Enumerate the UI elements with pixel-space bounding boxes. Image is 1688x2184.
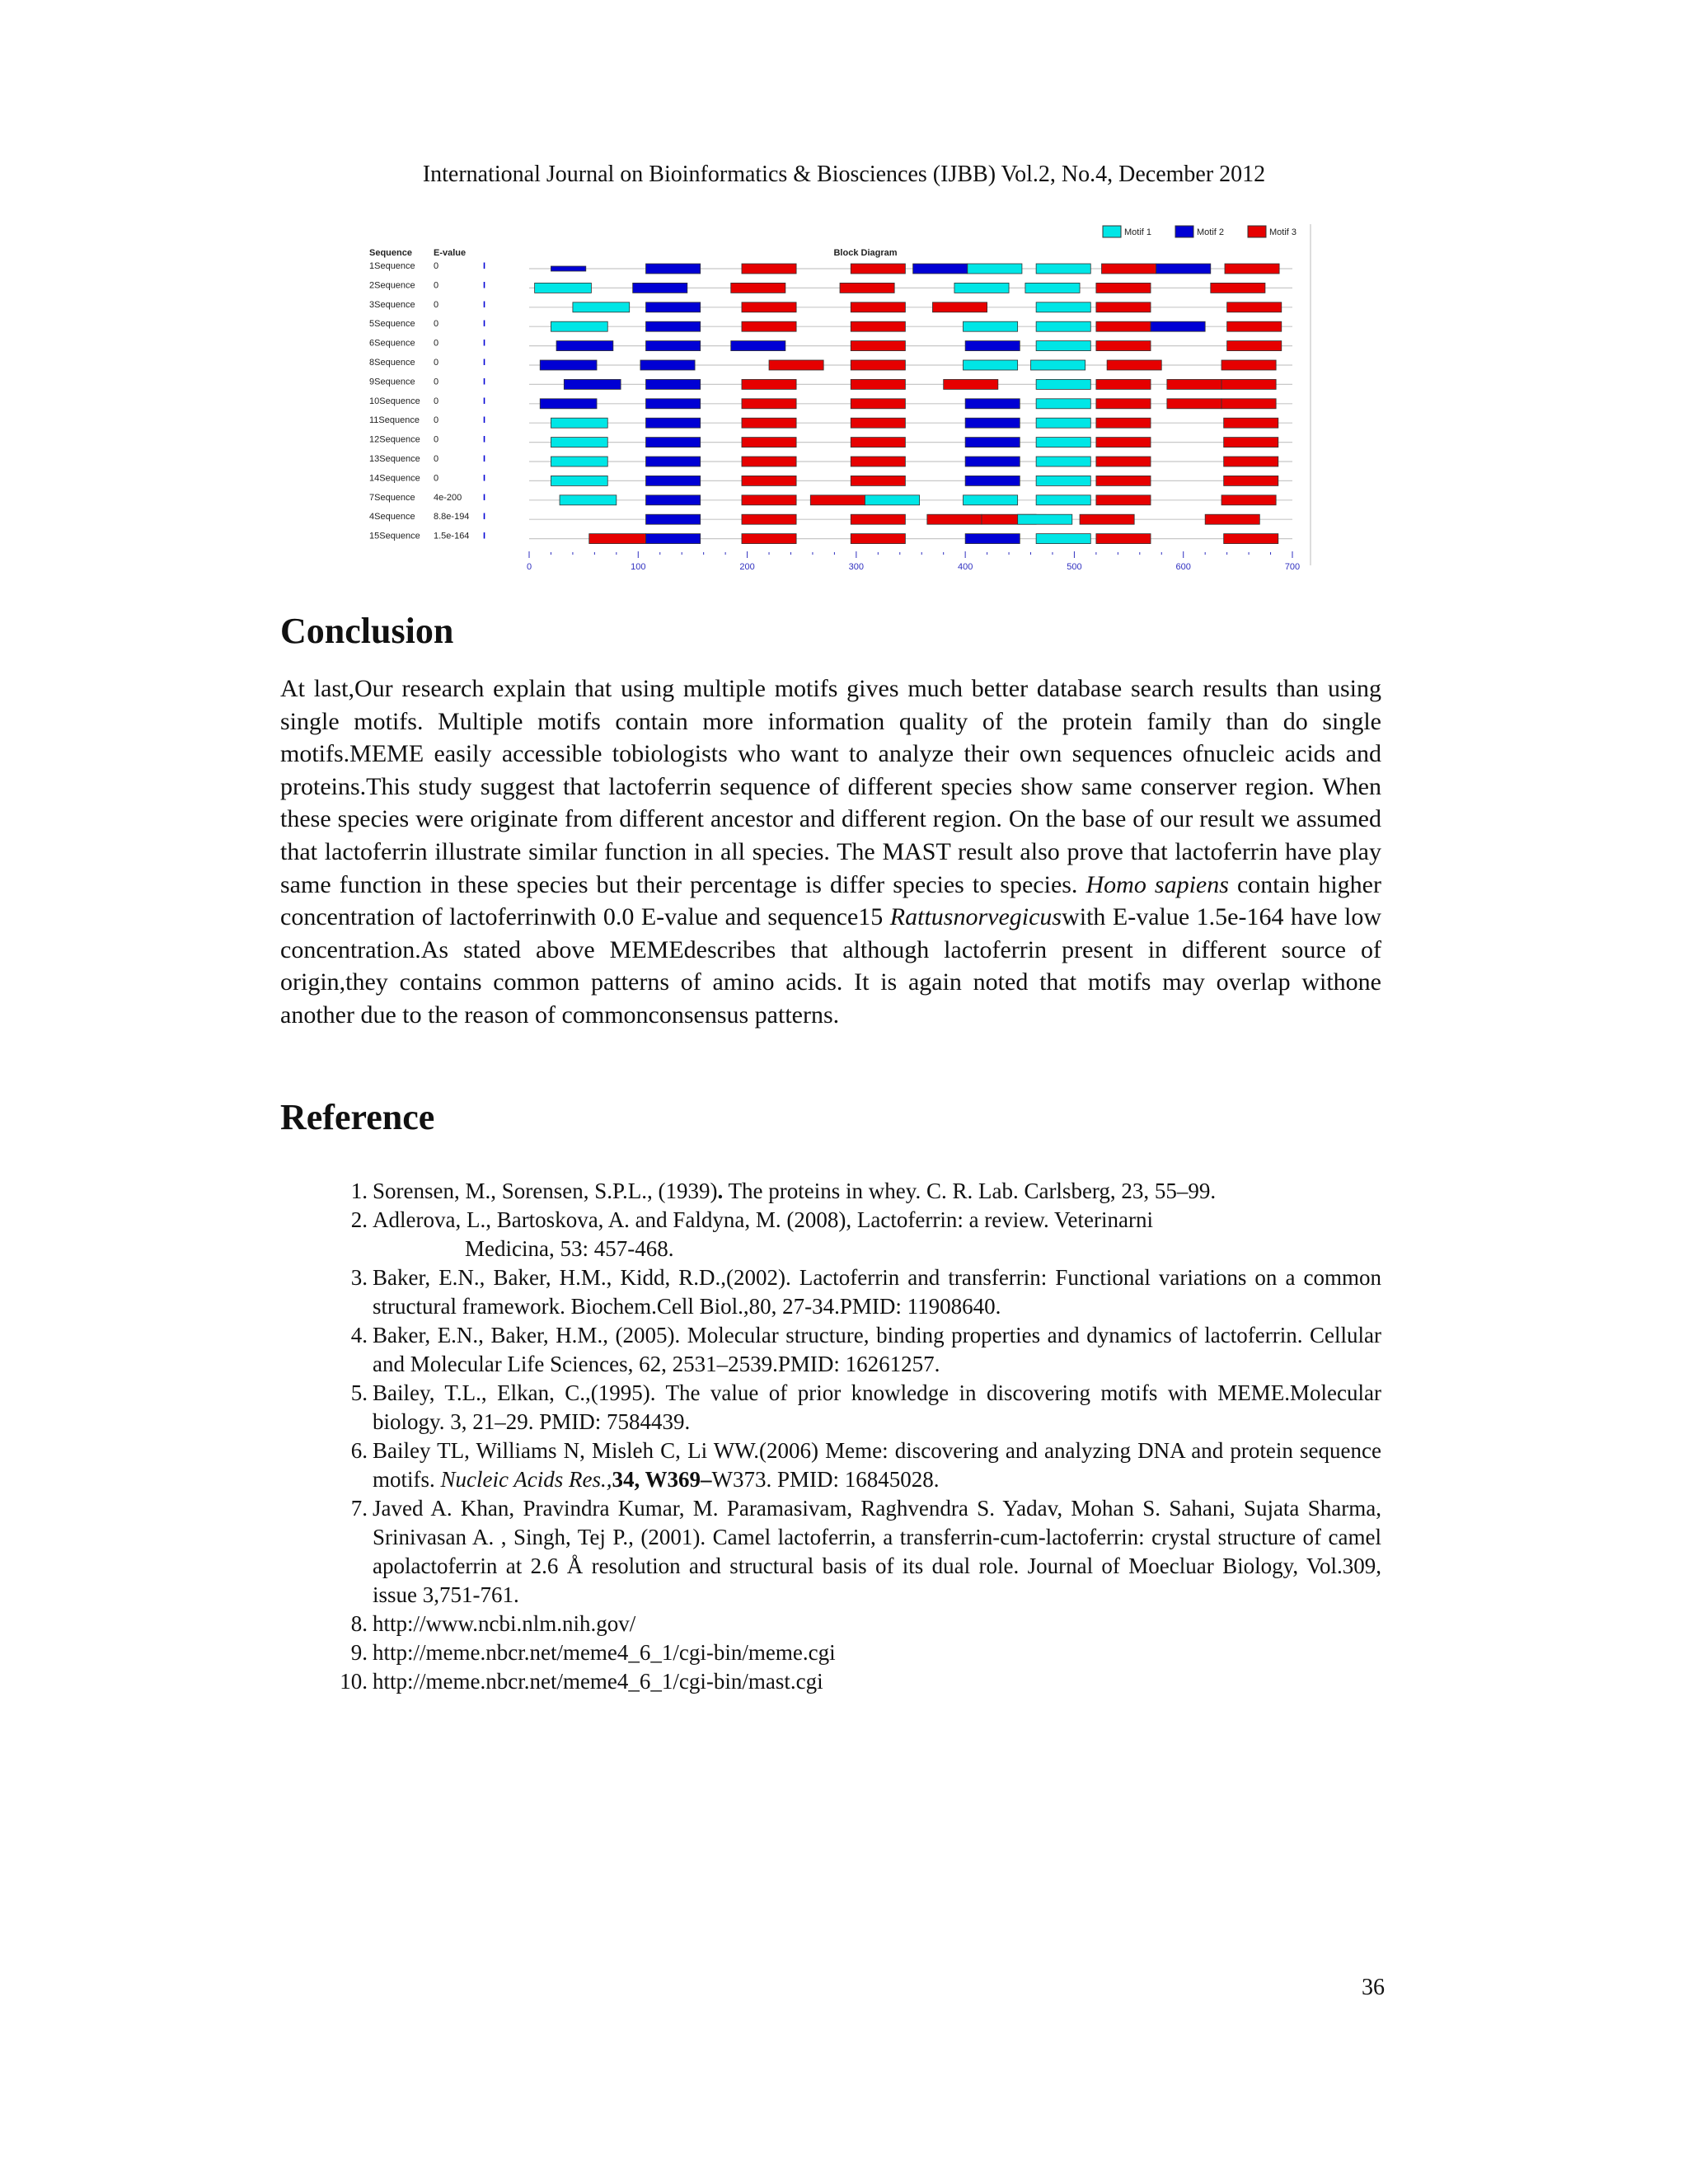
motif-3-block <box>731 283 785 293</box>
x-tick-label: 0 <box>526 562 532 572</box>
motif-3-block <box>1096 399 1151 409</box>
sequence-label: 5Sequence <box>369 319 415 330</box>
motif-2-block <box>965 438 1020 448</box>
x-tick-label: 200 <box>739 562 755 572</box>
motif-2-block <box>646 264 701 274</box>
evalue-marker: I <box>483 396 486 406</box>
species-rattus-norvegicus: Rattusnorvegicus <box>889 903 1062 931</box>
motif-3-block <box>1096 438 1151 448</box>
x-tick-label: 700 <box>1284 562 1301 572</box>
legend-label-motif-2: Motif 2 <box>1197 227 1225 237</box>
motif-3-block <box>1102 264 1156 274</box>
motif-1-block <box>1036 438 1090 448</box>
reference-item: 3. Baker, E.N., Baker, H.M., Kidd, R.D.,(2002). Lactoferrin and transferrin: Functional variations on a common structural framework. Biochem.Cell Biol.,80, 27-34.PMID: 11908640. <box>350 1265 1381 1319</box>
motif-3-block <box>1224 438 1278 448</box>
motif-3-block <box>1221 360 1276 370</box>
page-number: 36 <box>1362 1975 1385 2000</box>
motif-2-block <box>1156 264 1211 274</box>
motif-1-block <box>535 283 592 293</box>
motif-3-block <box>1211 283 1265 293</box>
motif-1-block <box>1025 283 1080 293</box>
legend-label-motif-3: Motif 3 <box>1269 227 1297 237</box>
sequence-label: 6Sequence <box>369 338 415 349</box>
reference-link-item: 9. http://meme.nbcr.net/meme4_6_1/cgi-bin/meme.cgi <box>350 1640 836 1665</box>
motif-2-block <box>965 457 1020 466</box>
motif-1-block <box>963 360 1017 370</box>
evalue-label: 4e-200 <box>434 492 462 503</box>
motif-3-block <box>851 534 905 544</box>
motif-1-block <box>551 438 607 448</box>
legend-swatch-motif-2 <box>1175 226 1193 237</box>
motif-3-block <box>851 264 905 274</box>
evalue-marker: I <box>483 338 486 349</box>
motif-3-block <box>742 534 796 544</box>
motif-2-block <box>965 534 1020 544</box>
motif-3-block <box>1224 476 1278 485</box>
motif-3-block <box>1205 514 1259 524</box>
motif-3-block <box>1224 418 1278 428</box>
evalue-marker: I <box>483 280 486 291</box>
conclusion-paragraph: At last,Our research explain that using multiple motifs gives much better database search results than using single motifs. Multiple motifs contain more information quality of the protein family than do single motifs.MEME easily accessible tobiologists who want to analyze their own sequences ofnucleic acids and proteins.This study suggest that lactoferrin sequence of different species show same conserver region. When these species were originate from different ancestor and different region. On the base of our result we assumed that lactoferrin illustrate similar function in all species. The MAST result also prove that lactoferrin have play same function in these species but their percentage is differ species to species. Homo sapiens contain higher concentration of lactoferrinwith 0.0 E-value and sequence15 Rattusnorvegicuswith E-value 1.5e-164 have low concentration.As stated above MEMEdescribes that although lactoferrin present in different source of origin,they contains common patterns of amino acids. It is again noted that motifs may overlap withone another due to the reason of commonconsensus patterns. <box>280 675 1381 1029</box>
evalue-marker: I <box>483 319 486 330</box>
motif-1-block <box>954 283 1009 293</box>
motif-3-block <box>851 457 905 466</box>
evalue-marker: I <box>483 454 486 464</box>
motif-2-block <box>646 495 701 505</box>
motif-1-block <box>1036 495 1090 505</box>
sequence-label: 3Sequence <box>369 299 415 310</box>
motif-1-block <box>1031 360 1085 370</box>
motif-2-block <box>965 399 1020 409</box>
evalue-label: 0 <box>434 434 439 445</box>
reference-url: http://www.ncbi.nlm.nih.gov/ <box>373 1611 636 1636</box>
motif-3-block <box>742 457 796 466</box>
motif-2-block <box>965 476 1020 485</box>
motif-3-block <box>742 264 796 274</box>
evalue-marker: I <box>483 473 486 484</box>
reference-heading: Reference <box>280 1097 435 1137</box>
motif-2-block <box>646 321 701 331</box>
motif-2-block <box>646 438 701 448</box>
motif-1-block <box>560 495 617 505</box>
motif-3-block <box>851 514 905 524</box>
sequence-label: 11Sequence <box>369 415 420 426</box>
motif-3-block <box>851 302 905 312</box>
motif-3-block <box>1080 514 1134 524</box>
motif-3-block <box>742 379 796 389</box>
x-tick-label: 600 <box>1175 562 1191 572</box>
motif-1-block <box>865 495 919 505</box>
motif-1-block <box>968 264 1022 274</box>
evalue-label: 8.8e-194 <box>434 512 470 523</box>
motif-1-block <box>1036 534 1090 544</box>
motif-3-block <box>742 302 796 312</box>
sequence-label: 12Sequence <box>369 434 420 445</box>
motif-3-block <box>1167 399 1221 409</box>
sequence-label: 9Sequence <box>369 377 415 387</box>
evalue-marker: I <box>483 434 486 445</box>
motif-2-block <box>646 399 701 409</box>
motif-2-block <box>646 341 701 351</box>
evalue-label: 0 <box>434 454 439 464</box>
evalue-label: 0 <box>434 396 439 406</box>
legend-label-motif-1: Motif 1 <box>1124 227 1152 237</box>
evalue-marker: I <box>483 492 486 503</box>
motif-1-block <box>1036 418 1090 428</box>
motif-3-block <box>1096 321 1151 331</box>
sequence-label: 2Sequence <box>369 280 415 291</box>
motif-1-block <box>573 302 630 312</box>
evalue-label: 0 <box>434 415 439 426</box>
motif-3-block <box>1096 302 1151 312</box>
motif-3-block <box>1096 457 1151 466</box>
reference-item: 5. Bailey, T.L., Elkan, C.,(1995). The value of prior knowledge in discovering motifs with MEME.Molecular biology. 3, 21–29. PMID: 7584439. <box>350 1380 1381 1434</box>
motif-3-block <box>742 321 796 331</box>
reference-item: 1. Sorensen, M., Sorensen, S.P.L., (1939). The proteins in whey. C. R. Lab. Carlsberg, 23, 55–99. <box>350 1179 1217 1203</box>
motif-2-block <box>646 457 701 466</box>
motif-1-block <box>1018 514 1072 524</box>
motif-1-block <box>1036 264 1090 274</box>
motif-3-block <box>1096 418 1151 428</box>
motif-1-block <box>551 321 607 331</box>
evalue-label: 0 <box>434 299 439 310</box>
motif-3-block <box>1221 379 1276 389</box>
motif-3-block <box>851 321 905 331</box>
motif-1-block <box>1036 321 1090 331</box>
motif-3-block <box>742 418 796 428</box>
motif-3-block <box>1167 379 1221 389</box>
reference-item: 2. Adlerova, L., Bartoskova, A. and Faldyna, M. (2008), Lactoferrin: a review. Veterinarni Medicina, 53: 457-468. <box>350 1207 1153 1261</box>
motif-2-block <box>556 341 613 351</box>
x-tick-label: 100 <box>631 562 646 572</box>
running-header: International Journal on Bioinformatics & Biosciences (IJBB) Vol.2, No.4, December 2012 <box>422 162 1266 187</box>
motif-1-block <box>1036 399 1090 409</box>
motif-2-block <box>965 341 1020 351</box>
motif-3-block <box>1096 341 1151 351</box>
reference-url: http://meme.nbcr.net/meme4_6_1/cgi-bin/meme.cgi <box>373 1640 836 1665</box>
motif-3-block <box>1227 302 1282 312</box>
motif-3-block <box>1096 476 1151 485</box>
sequence-label: 13Sequence <box>369 454 420 464</box>
reference-item: 6. Bailey TL, Williams N, Misleh C, Li WW.(2006) Meme: discovering and analyzing DNA and protein sequence motifs. Nucleic Acids Res.,34, W369–W373. PMID: 16845028. <box>350 1438 1381 1492</box>
motif-3-block <box>769 360 823 370</box>
motif-2-block <box>551 266 585 271</box>
evalue-label: 0 <box>434 319 439 330</box>
motif-3-block <box>851 341 905 351</box>
legend-swatch-motif-3 <box>1248 226 1266 237</box>
motif-3-block <box>851 438 905 448</box>
motif-3-block <box>840 283 894 293</box>
motif-2-block <box>646 379 701 389</box>
sequence-label: 8Sequence <box>369 358 415 368</box>
motif-3-block <box>1225 264 1279 274</box>
motif-1-block <box>551 457 607 466</box>
x-tick-label: 500 <box>1067 562 1082 572</box>
motif-3-block <box>851 379 905 389</box>
motif-2-block <box>646 514 701 524</box>
sequence-label: 15Sequence <box>369 531 420 541</box>
evalue-marker: I <box>483 299 486 310</box>
reference-item: 7. Javed A. Khan, Pravindra Kumar, M. Paramasivam, Raghvendra S. Yadav, Mohan S. Sahani, Sujata Sharma, Srinivasan A. , Singh, Tej P., (2001). Camel lactoferrin, a transferrin-cum-lactoferrin: crystal structure of camel apolactoferrin at 2.6 Å resolution and structural basis of its dual role. Journal of Moecluar Biology, Vol.309, issue 3,751-761. <box>350 1496 1381 1607</box>
motif-1-block <box>1036 457 1090 466</box>
motif-2-block <box>540 360 597 370</box>
motif-1-block <box>551 476 607 485</box>
x-tick-label: 400 <box>957 562 973 572</box>
conclusion-heading: Conclusion <box>280 611 454 651</box>
evalue-marker: I <box>483 512 486 523</box>
evalue-marker: I <box>483 358 486 368</box>
motif-3-block <box>1227 321 1282 331</box>
motif-3-block <box>742 495 796 505</box>
reference-link-item: 10. http://meme.nbcr.net/meme4_6_1/cgi-bin/mast.cgi <box>340 1669 823 1694</box>
motif-3-block <box>1224 457 1278 466</box>
evalue-label: 0 <box>434 338 439 349</box>
sequence-label: 1Sequence <box>369 261 415 271</box>
evalue-label: 0 <box>434 358 439 368</box>
motif-2-block <box>564 379 621 389</box>
evalue-marker: I <box>483 261 486 271</box>
evalue-label: 0 <box>434 261 439 271</box>
motif-3-block <box>944 379 998 389</box>
motif-3-block <box>742 514 796 524</box>
sequence-label: 10Sequence <box>369 396 420 406</box>
motif-1-block <box>551 418 607 428</box>
motif-3-block <box>1227 341 1282 351</box>
evalue-marker: I <box>483 377 486 387</box>
motif-2-block <box>646 534 701 544</box>
motif-3-block <box>1224 534 1278 544</box>
motif-3-block <box>1096 379 1151 389</box>
motif-2-block <box>640 360 695 370</box>
motif-1-block <box>1036 476 1090 485</box>
motif-2-block <box>965 418 1020 428</box>
motif-2-block <box>731 341 785 351</box>
motif-2-block <box>646 302 701 312</box>
motif-3-block <box>1221 495 1276 505</box>
col-header-sequence: Sequence <box>369 248 412 258</box>
reference-list <box>280 1177 1381 1696</box>
sequence-label: 7Sequence <box>369 492 415 503</box>
motif-2-block <box>646 418 701 428</box>
motif-2-block <box>1151 321 1205 331</box>
sequence-label: 14Sequence <box>369 473 420 484</box>
motif-3-block <box>1107 360 1161 370</box>
motif-1-block <box>1036 302 1090 312</box>
motif-1-block <box>1036 379 1090 389</box>
motif-1-block <box>963 495 1017 505</box>
col-header-evalue: E-value <box>434 248 467 258</box>
motif-3-block <box>851 360 905 370</box>
evalue-label: 0 <box>434 280 439 291</box>
species-homo-sapiens: Homo sapiens <box>1085 870 1229 898</box>
block-diagram-figure <box>346 219 1335 574</box>
reference-link-item: 8. http://www.ncbi.nlm.nih.gov/ <box>350 1611 636 1636</box>
evalue-label: 0 <box>434 473 439 484</box>
reference-url: http://meme.nbcr.net/meme4_6_1/cgi-bin/mast.cgi <box>373 1669 823 1694</box>
motif-3-block <box>851 476 905 485</box>
block-diagram-title: Block Diagram <box>833 248 898 258</box>
motif-3-block <box>589 534 646 544</box>
motif-3-block <box>851 418 905 428</box>
legend-swatch-motif-1 <box>1103 226 1121 237</box>
x-tick-label: 300 <box>848 562 865 572</box>
motif-2-block <box>913 264 968 274</box>
motif-3-block <box>1096 283 1151 293</box>
motif-3-block <box>742 438 796 448</box>
motif-3-block <box>1096 495 1151 505</box>
motif-3-block <box>1096 534 1151 544</box>
evalue-marker: I <box>483 415 486 426</box>
motif-2-block <box>646 476 701 485</box>
motif-1-block <box>1036 341 1090 351</box>
evalue-label: 0 <box>434 377 439 387</box>
motif-3-block <box>932 302 987 312</box>
motif-2-block <box>540 399 597 409</box>
reference-item: 4. Baker, E.N., Baker, H.M., (2005). Molecular structure, binding properties and dynamics of lactoferrin. Cellular and Molecular Life Sciences, 62, 2531–2539.PMID: 16261257. <box>350 1323 1381 1376</box>
motif-3-block <box>1221 399 1276 409</box>
evalue-marker: I <box>483 531 486 541</box>
motif-3-block <box>742 476 796 485</box>
motif-3-block <box>927 514 982 524</box>
motif-3-block <box>810 495 865 505</box>
motif-3-block <box>742 399 796 409</box>
motif-3-block <box>851 399 905 409</box>
evalue-label: 1.5e-164 <box>434 531 470 541</box>
motif-2-block <box>633 283 687 293</box>
sequence-label: 4Sequence <box>369 512 415 523</box>
motif-1-block <box>963 321 1017 331</box>
